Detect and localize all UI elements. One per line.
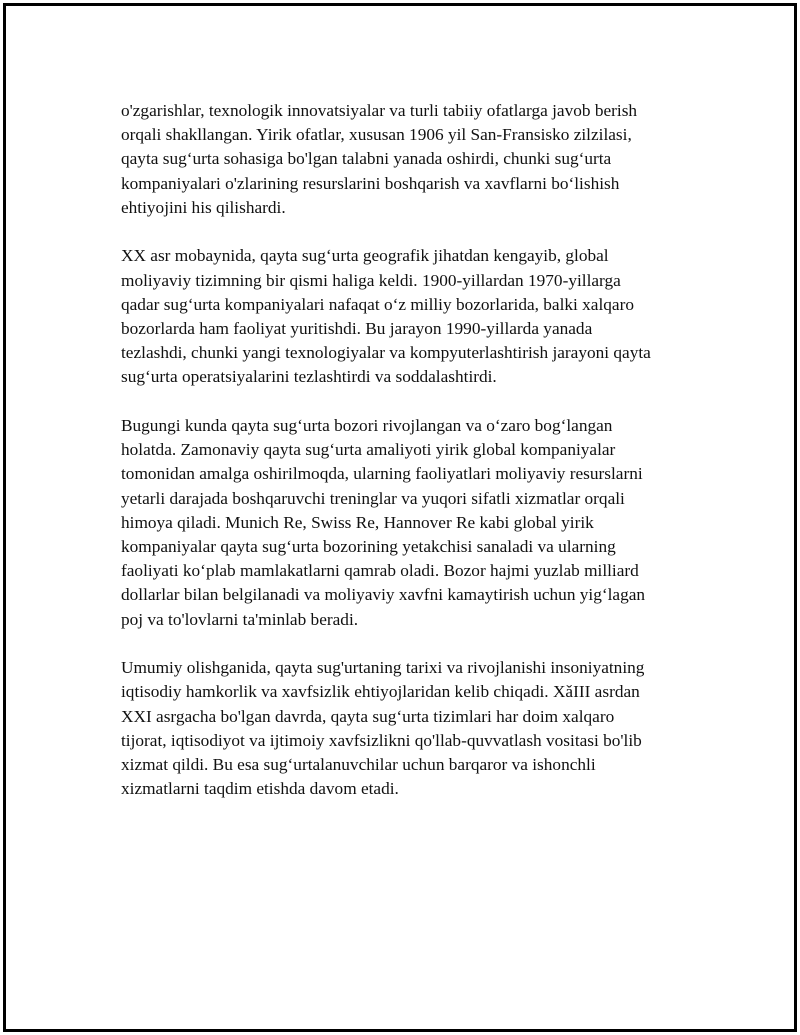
text-line: poj va to'lovlarni ta'minlab beradi.	[121, 609, 359, 629]
text-line: bozorlarda ham faoliyat yuritishdi. Bu jarayon 1990-yillarda yanada	[121, 319, 593, 339]
text-line: yetarli darajada boshqaruvchi treninglar va yuqori sifatli xizmatlar orqali	[121, 488, 625, 508]
text-line: himoya qiladi. Munich Re, Swiss Re, Hannover Re kabi global yirik	[121, 512, 594, 532]
text-line: iqtisodiy hamkorlik va xavfsizlik ehtiyojlaridan kelib chiqadi. XǎIII asrdan	[121, 682, 640, 702]
page-frame	[3, 3, 797, 1032]
text-line: tezlashdi, chunki yangi texnologiyalar va kompyuterlashtirish jarayoni qayta	[121, 343, 651, 363]
text-line: xizmat qildi. Bu esa sug‘urtalanuvchilar uchun barqaror va ishonchli	[121, 755, 596, 775]
text-line: xizmatlarni taqdim etishda davom etadi.	[121, 779, 399, 799]
text-line: faoliyati ko‘plab mamlakatlarni qamrab oladi. Bozor hajmi yuzlab milliard	[121, 561, 639, 581]
text-line: ehtiyojini his qilishardi.	[121, 197, 286, 217]
text-line: kompaniyalari o'zlarining resurslarini boshqarish va xavflarni bo‘lishish	[121, 173, 620, 193]
paragraph-2	[121, 244, 701, 389]
text-line: Bugungi kunda qayta sug‘urta bozori rivojlangan va o‘zaro bog‘langan	[121, 416, 613, 436]
text-line: tomonidan amalga oshirilmoqda, ularning faoliyatlari moliyaviy resurslarni	[121, 464, 643, 484]
document-body	[121, 99, 701, 826]
paragraph-1	[121, 99, 701, 220]
text-line: XXI asrgacha bo'lgan davrda, qayta sug‘urta tizimlari har doim xalqaro	[121, 706, 615, 726]
paragraph-3	[121, 414, 701, 632]
text-line: kompaniyalar qayta sug‘urta bozorining yetakchisi sanaladi va ularning	[121, 537, 616, 557]
text-line: Umumiy olishganida, qayta sug'urtaning tarixi va rivojlanishi insoniyatning	[121, 658, 645, 678]
text-line: dollarlar bilan belgilanadi va moliyaviy xavfni kamaytirish uchun yig‘lagan	[121, 585, 646, 605]
text-line: moliyaviy tizimning bir qismi haliga keldi. 1900-yillardan 1970-yillarga	[121, 270, 621, 290]
text-line: holatda. Zamonaviy qayta sug‘urta amaliyoti yirik global kompaniyalar	[121, 440, 616, 460]
text-line: sug‘urta operatsiyalarini tezlashtirdi va soddalashtirdi.	[121, 367, 497, 387]
text-line: orqali shakllangan. Yirik ofatlar, xususan 1906 yil San-Fransisko zilzilasi,	[121, 125, 632, 145]
text-line: tijorat, iqtisodiyot va ijtimoiy xavfsizlikni qo'llab-quvvatlash vositasi bo'lib	[121, 730, 642, 750]
text-line: o'zgarishlar, texnologik innovatsiyalar va turli tabiiy ofatlarga javob berish	[121, 101, 638, 120]
text-line: qayta sug‘urta sohasiga bo'lgan talabni yanada oshirdi, chunki sug‘urta	[121, 149, 612, 169]
text-line: XX asr mobaynida, qayta sug‘urta geografik jihatdan kengayib, global	[121, 246, 609, 266]
paragraph-4	[121, 656, 701, 801]
text-line: qadar sug‘urta kompaniyalari nafaqat o‘z milliy bozorlarida, balki xalqaro	[121, 294, 634, 314]
